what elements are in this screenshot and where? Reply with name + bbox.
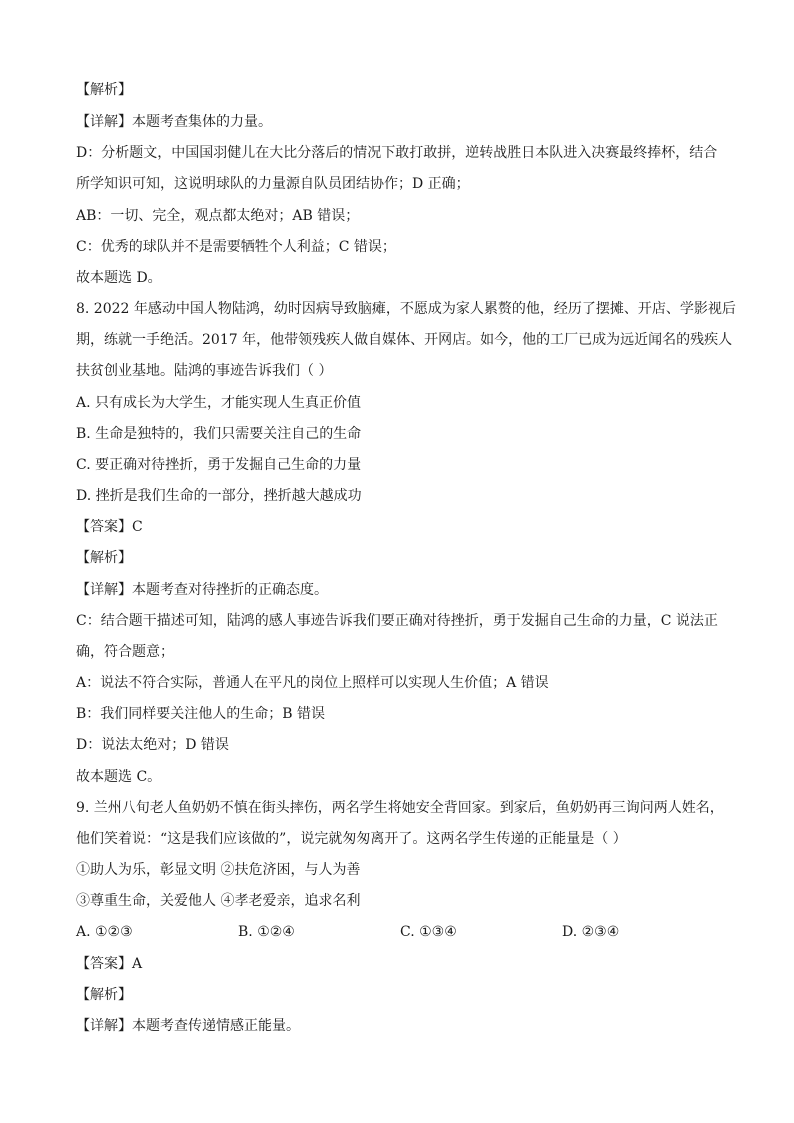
- statement-line: ①助人为乐，彰显文明 ②扶危济困，与人为善: [76, 862, 361, 878]
- analysis-heading: 【解析】: [76, 82, 132, 98]
- option-b: B. ①②④: [238, 924, 295, 940]
- text-line: 确，符合题意；: [76, 644, 174, 660]
- detail-line: 【详解】本题考查传递情感正能量。: [76, 1018, 300, 1034]
- answer-line: 【答案】A: [76, 956, 143, 972]
- answer-line: 【答案】C: [76, 519, 143, 535]
- text-line: AB：一切、完全，观点都太绝对；AB 错误；: [76, 208, 360, 224]
- text-line: 故本题选 D。: [76, 270, 162, 286]
- text-line: D：说法太绝对；D 错误: [76, 737, 229, 753]
- question-9-text: 9. 兰州八旬老人鱼奶奶不慎在街头摔伤，两名学生将她安全背回家。到家后，鱼奶奶再三询问两人姓名，: [76, 800, 724, 816]
- option-c: C. ①③④: [400, 924, 457, 940]
- statement-line: ③尊重生命，关爱他人 ④孝老爱亲，追求名利: [76, 893, 361, 909]
- question-8-text: 扶贫创业基地。陆鸿的事迹告诉我们（ ）: [76, 363, 333, 379]
- option-d: D. 挫折是我们生命的一部分，挫折越大越成功: [76, 488, 362, 504]
- question-9-text: 他们笑着说：“这是我们应该做的”，说完就匆匆离开了。这两名学生传递的正能量是（ ）: [76, 831, 627, 847]
- analysis-heading: 【解析】: [76, 987, 132, 1003]
- text-line: B：我们同样要关注他人的生命；B 错误: [76, 706, 326, 722]
- question-8-text: 8. 2022 年感动中国人物陆鸿，幼时因病导致脑瘫，不愿成为家人累赘的他，经历了摆摊、开店、学影视后: [76, 301, 736, 317]
- option-a: A. ①②③: [76, 924, 133, 940]
- text-line: D：分析题文，中国国羽健儿在大比分落后的情况下敢打敢拼，逆转战胜日本队进入决赛最终捧杯，结合: [76, 145, 718, 161]
- option-b: B. 生命是独特的，我们只需要关注自己的生命: [76, 426, 362, 442]
- option-a: A. 只有成长为大学生，才能实现人生真正价值: [76, 395, 362, 411]
- text-line: 所学知识可知，这说明球队的力量源自队员团结协作；D 正确；: [76, 176, 470, 192]
- text-line: C：结合题干描述可知，陆鸿的感人事迹告诉我们要正确对待挫折，勇于发掘自己生命的力量，C 说法正: [76, 613, 718, 629]
- text-line: C：优秀的球队并不是需要牺牲个人利益；C 错误；: [76, 239, 396, 255]
- question-8-text: 期，练就一手绝活。2017 年，他带领残疾人做自媒体、开网店。如今，他的工厂已成为远近闻名的残疾人: [76, 332, 733, 348]
- options-row: [76, 922, 726, 942]
- detail-line: 【详解】本题考查对待挫折的正确态度。: [76, 582, 328, 598]
- text-line: A：说法不符合实际，普通人在平凡的岗位上照样可以实现人生价值；A 错误: [76, 675, 549, 691]
- analysis-heading: 【解析】: [76, 550, 132, 566]
- text-line: 故本题选 C。: [76, 769, 162, 785]
- detail-line: 【详解】本题考查集体的力量。: [76, 114, 272, 130]
- option-d: D. ②③④: [562, 924, 620, 940]
- option-c: C. 要正确对待挫折，勇于发掘自己生命的力量: [76, 457, 362, 473]
